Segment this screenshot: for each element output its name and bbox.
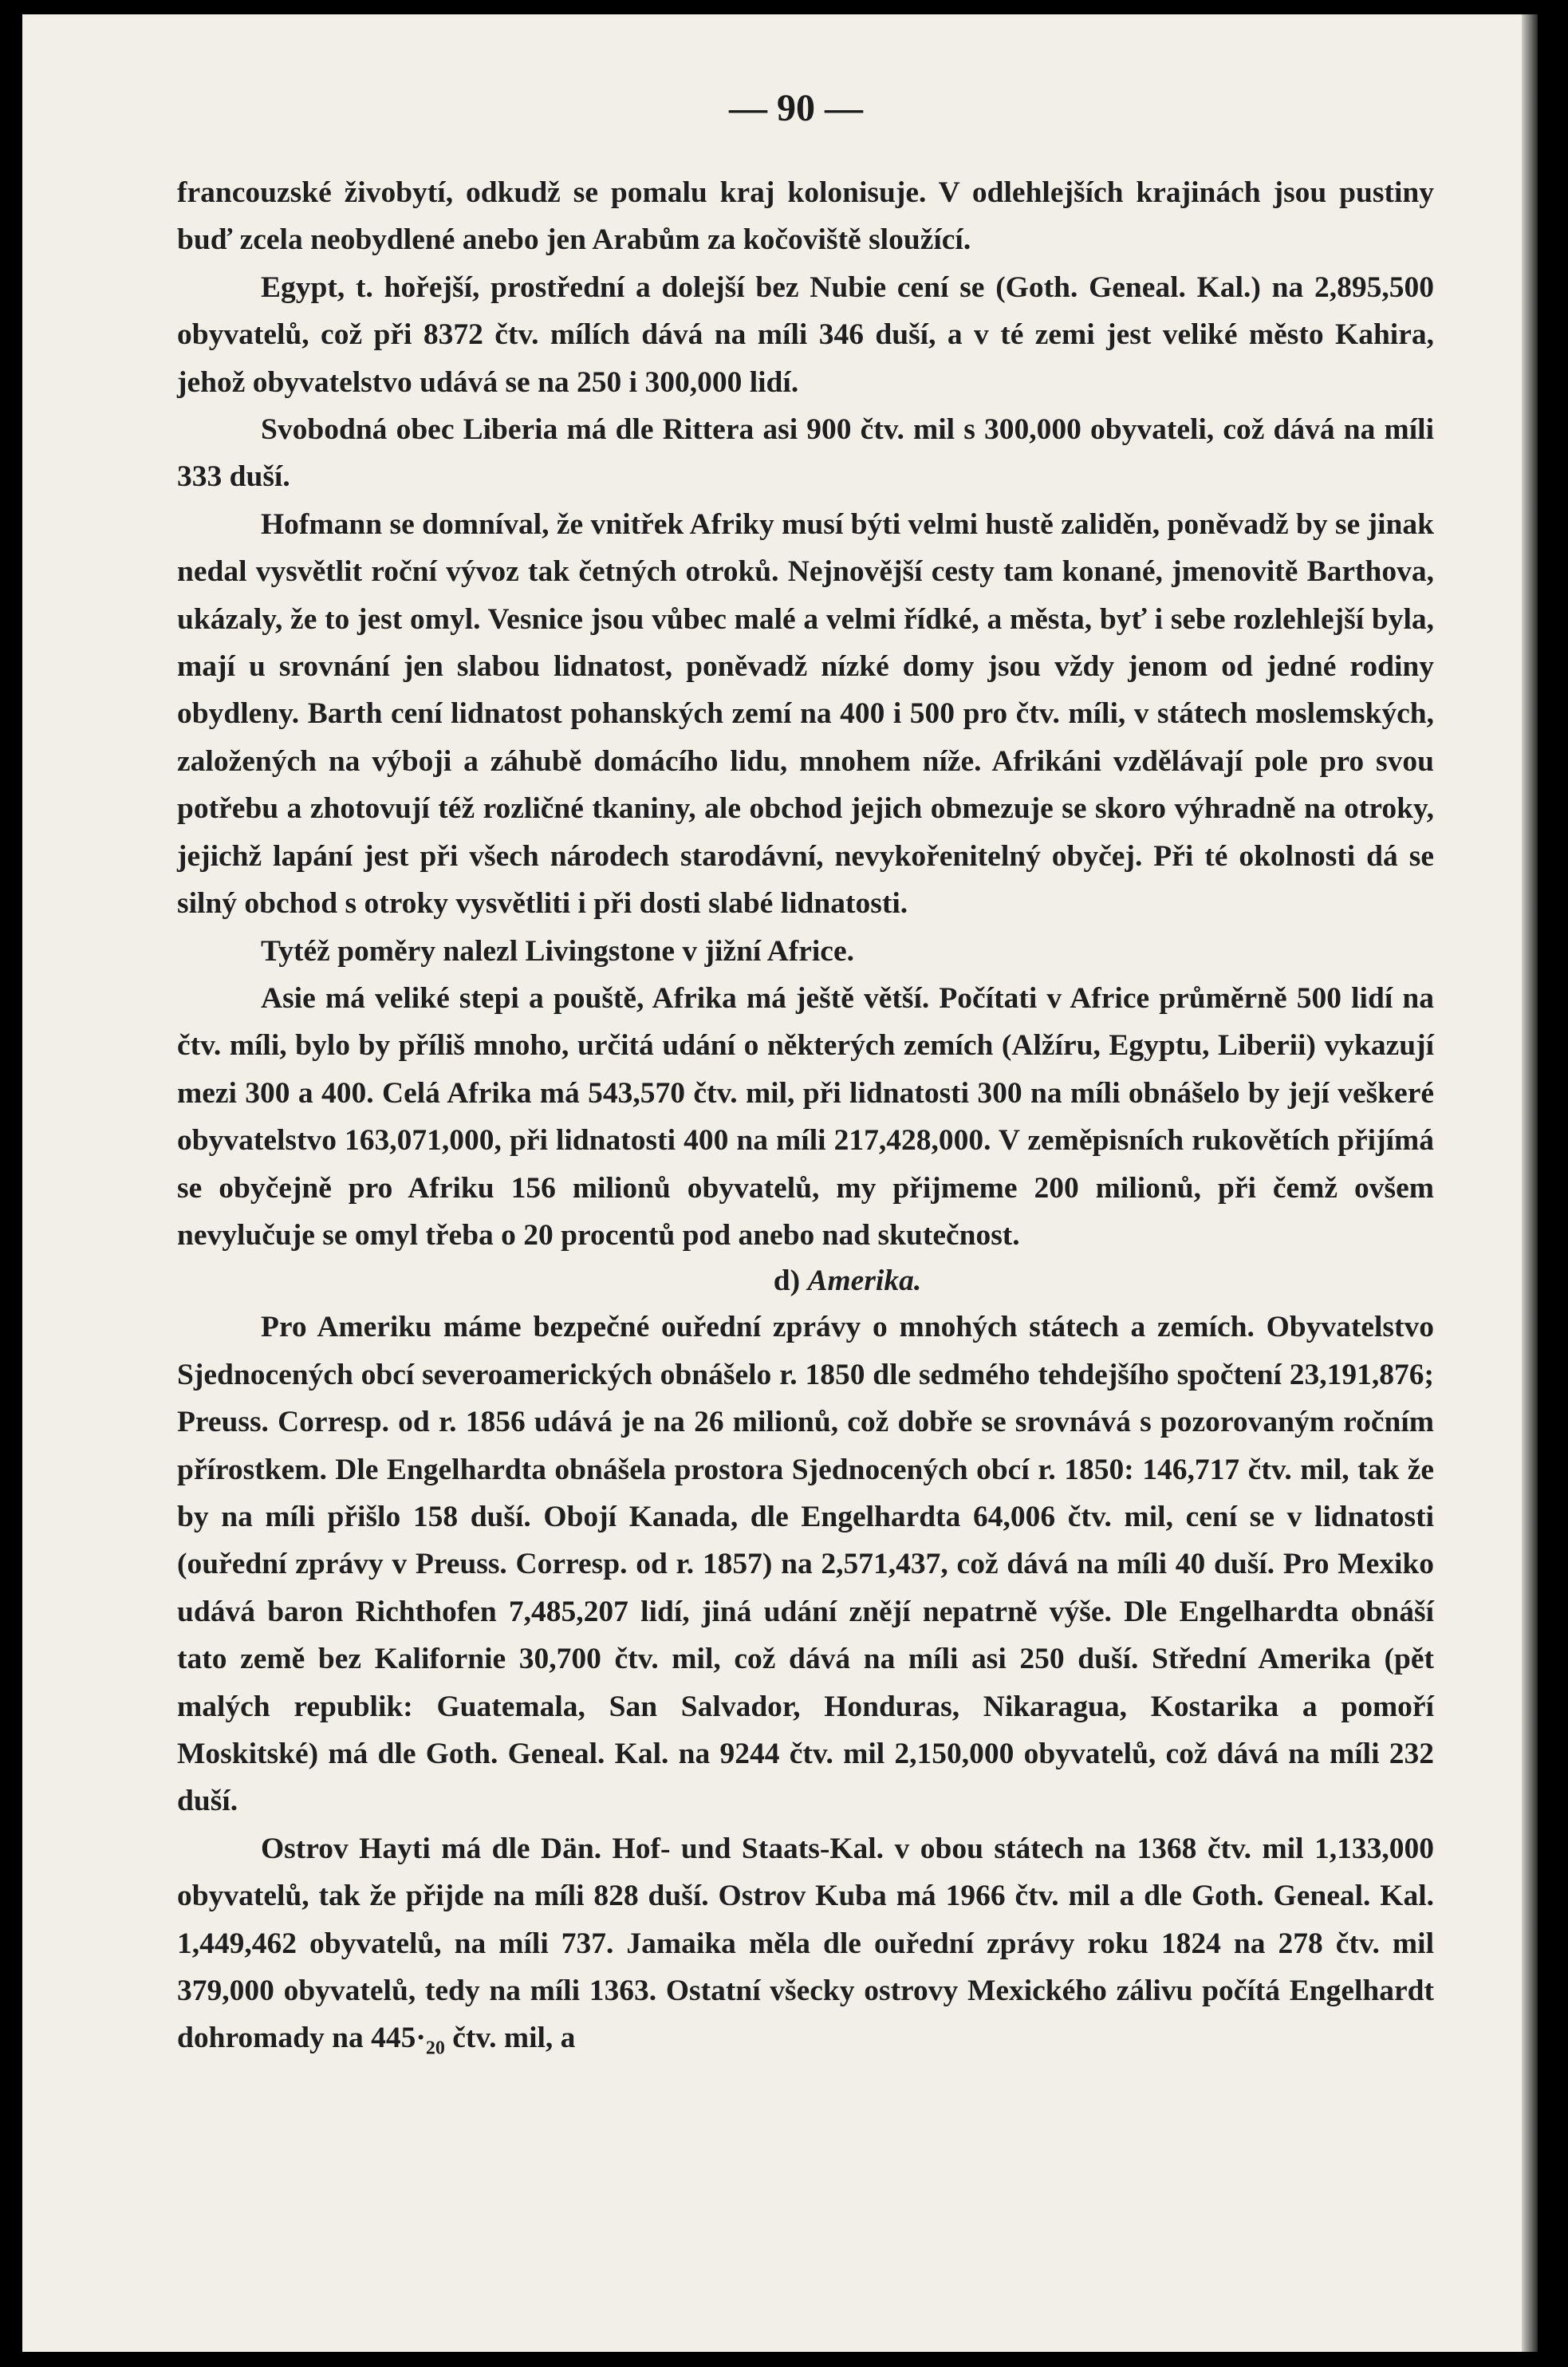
paragraph: Pro Ameriku máme bezpečné ouřední zprávy o mnohých státech a zemích. Obyvatelstvo Sjednocených obcí severoamerických obnášelo r. 1850 dle sedmého tehdejšího spočtení 23,191,876; Preuss. Corresp. od r. 1856 udává je na 26 milionů, což dobře se srovnává s pozorovaným ročním přírostkem. Dle Engelhardta obnášela prostora Sjednocených obcí r. 1850: 146,717 čtv. mil, tak že by na míli přišlo 158 duší. Obojí Kanada, dle Engelhardta 64,006 čtv. mil, cení se v lidnatosti (ouřední zprávy v Preuss. Corresp. od r. 1857) na 2,571,437, což dává na míli 40 duší. Pro Mexiko udává baron Richthofen 7,485,207 lidí, jiná udání znějí nepatrně výše. Dle Engelhardta obnáší tato země bez Kalifornie 30,700 čtv. mil, což dává na míli asi 250 duší. Střední Amerika (pět malých republik: Guatemala, San Salvador, Honduras, Nikaragua, Kostarika a pomoří Moskitské) má dle Goth. Geneal. Kal. na 9244 čtv. mil 2,150,000 obyvatelů, což dává na míli 232 duší. bbox=[177, 1311, 1434, 1818]
paragraph-last-tail: čtv. mil, a bbox=[444, 2022, 576, 2055]
paragraph: Asie má veliké stepi a pouště, Afrika má ještě větší. Počítati v Africe průměrně 500 lidí na čtv. míli, bylo by příliš mnoho, určitá udání o některých zemích (Alžíru, Egyptu, Liberii) vykazují mezi 300 a 400. Celá Afrika má 543,570 čtv. mil, při lidnatosti 300 na míli obnášelo by její veškeré obyvatelstvo 163,071,000, při lidnatosti 400 na míli 217,428,000. V zeměpisních rukovětích přijímá se obyčejně pro Afriku 156 milionů obyvatelů, my přijmeme 200 milionů, při čemž ovšem nevylučuje se omyl třeba o 20 procentů pod anebo nad skutečnost. bbox=[177, 981, 1434, 1252]
paragraph: Hofmann se domníval, že vnitřek Afriky musí býti velmi hustě zaliděn, poněvadž by se jinak nedal vysvětlit roční vývoz tak četných otroků. Nejnovější cesty tam konané, jmenovitě Barthova, ukázaly, že to jest omyl. Vesnice jsou vůbec malé a velmi řídké, a města, byť i sebe rozlehlejší byla, mají u srovnání jen slabou lidnatost, poněvadž nízké domy jsou vždy jenom od jedné rodiny obydleny. Barth cení lidnatost pohanských zemí na 400 i 500 pro čtv. míli, v státech moslemských, založených na výboji a záhubě domácího lidu, mnohem níže. Afrikáni vzdělávají pole pro svou potřebu a zhotovují též rozličné tkaniny, ale obchod jejich obmezuje se skoro výhradně na otroky, jejichž lapání jest při všech národech starodávní, nevykořenitelný obyčej. Při té okolnosti dá se silný obchod s otroky vysvětliti i při dosti slabé lidnatosti. bbox=[177, 507, 1434, 921]
page-edge bbox=[1522, 14, 1538, 2352]
section-heading-prefix: d) bbox=[773, 1264, 801, 1298]
paragraph-last-text: Ostrov Hayti má dle Dän. Hof- und Staats-Kal. v obou státech na 1368 čtv. mil 1,133,000 obyvatelů, tak že přijde na míli 828 duší. Ostrov Kuba má 1966 čtv. mil a dle Goth. Geneal. Kal. 1,449,462 obyvatelů, na míli 737. Jamaika měla dle ouřední zprávy roku 1824 na 278 čtv. mil 379,000 obyvatelů, tedy na míli 1363. Ostatní všecky ostrovy Mexického zálivu počítá Engelhardt dohromady na 445· bbox=[177, 1832, 1434, 2055]
paragraph: Egypt, t. hořejší, prostřední a dolejší bez Nubie cení se (Goth. Geneal. Kal.) na 2,895,500 obyvatelů, což při 8372 čtv. mílích dává na míli 346 duší, a v té zemi jest veliké město Kahira, jehož obyvatelstvo udává se na 250 i 300,000 lidí. bbox=[177, 270, 1434, 399]
page-body bbox=[177, 169, 1434, 2062]
paragraph: Svobodná obec Liberia má dle Rittera asi 900 čtv. mil s 300,000 obyvateli, což dává na míli 333 duší. bbox=[177, 413, 1434, 494]
paragraph: francouzské živobytí, odkudž se pomalu kraj kolonisuje. V odlehlejších krajinách jsou pustiny buď zcela neobydlené anebo jen Arabům za kočoviště sloužící. bbox=[177, 176, 1434, 257]
subscript: 20 bbox=[425, 2038, 445, 2059]
section-heading-title: Amerika. bbox=[807, 1264, 922, 1298]
paragraph-last bbox=[177, 1825, 1434, 2062]
page-number: — 90 — bbox=[729, 87, 863, 129]
section-heading bbox=[177, 1259, 1434, 1304]
paragraph: Tytéž poměry nalezl Livingstone v jižní Africe. bbox=[261, 934, 854, 968]
